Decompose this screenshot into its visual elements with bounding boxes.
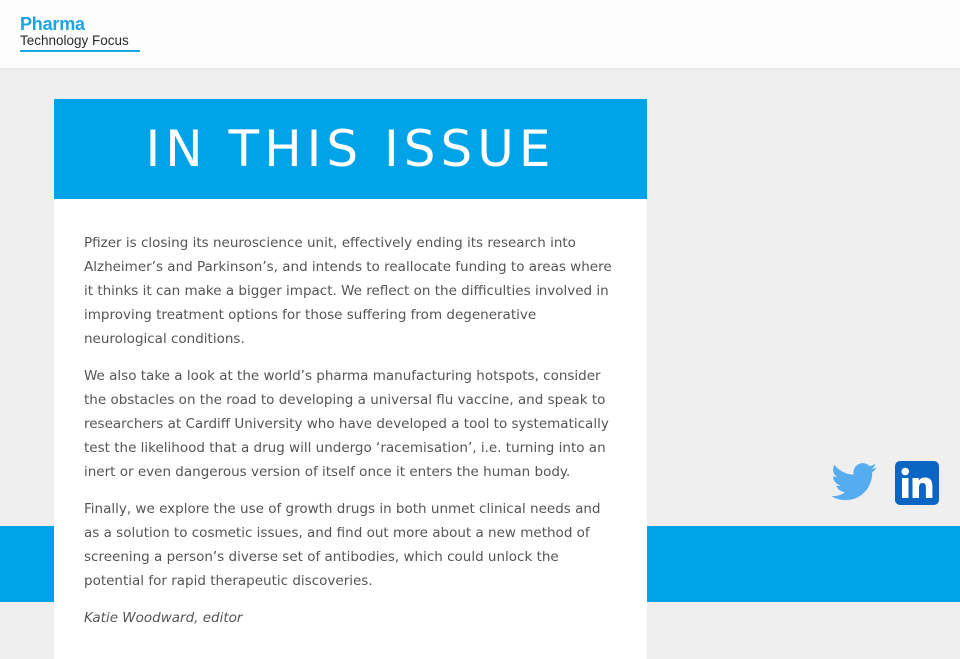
linkedin-icon: [895, 461, 939, 505]
issue-body: [84, 231, 616, 643]
logo-underline: [20, 50, 140, 52]
twitter-icon: [831, 463, 877, 501]
logo-subtitle: Technology Focus: [20, 33, 129, 48]
linkedin-button[interactable]: [895, 461, 939, 505]
issue-paragraph-3: Finally, we explore the use of growth drugs in both unmet clinical needs and as a solution to cosmetic issues, and find out more about a new method of screening a person’s diverse set of antibodies, which could unlock the potential for rapid therapeutic discoveries.: [84, 501, 601, 589]
issue-paragraph-1: Pfizer is closing its neuroscience unit, effectively ending its research into Alzheimer’s and Parkinson’s, and intends to reallocate funding to areas where it thinks it can make a bigger impact. We reflect on the difficulties involved in improving treatment options for those suffering from degenerative neurological conditions.: [84, 235, 612, 347]
pharma-technology-focus-logo[interactable]: [20, 14, 145, 54]
issue-heading: IN THIS ISSUE: [145, 120, 556, 178]
logo-title: Pharma: [20, 14, 85, 34]
twitter-button[interactable]: [831, 463, 877, 501]
editor-signature: Katie Woodward, editor: [84, 610, 243, 626]
issue-card: [54, 99, 647, 659]
issue-paragraph-2: We also take a look at the world’s pharma manufacturing hotspots, consider the obstacles on the road to developing a universal flu vaccine, and speak to researchers at Cardiff University who have developed a tool to systematically test the likelihood that a drug will undergo ‘racemisation’, i.e. turning into an inert or even dangerous version of itself once it enters the human body.: [84, 368, 609, 480]
top-bar: [0, 0, 960, 68]
issue-header: [54, 99, 647, 199]
